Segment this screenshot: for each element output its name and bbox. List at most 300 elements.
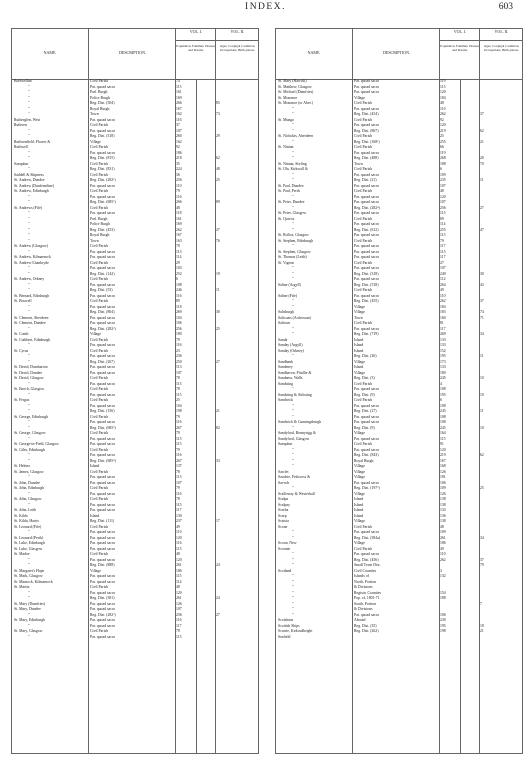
row-name: St. Andrew, Dundee [14, 178, 45, 182]
row-name: " [28, 194, 30, 199]
row-vol1-page: 154 [440, 590, 446, 595]
row-name: " [28, 112, 30, 116]
row-vol2-page: 43 [480, 282, 484, 287]
row-name: " [292, 150, 294, 155]
row-description: Civil Parish [354, 145, 373, 149]
row-description: Civil Parish [354, 288, 373, 292]
row-description: Par. quoad sacra [354, 436, 379, 441]
row-description: Town [90, 112, 99, 116]
row-name: St. Michael (Dumfries) [278, 90, 314, 94]
row-description: Par. quoad sacra [90, 117, 115, 122]
row-vol1-page: 107 [440, 266, 446, 270]
row-vol1-page: 78 [176, 244, 180, 248]
row-name: Scottish Ships [278, 623, 300, 628]
row-vol1-page: 120 [440, 123, 446, 127]
row-vol1-page: 79 [176, 337, 180, 342]
row-vol2-page: 11 [480, 178, 484, 182]
row-vol1-page: 219 [440, 128, 446, 133]
vol1-label: VOL. I. [453, 29, 467, 34]
row-description: Village [354, 95, 365, 100]
row-vol1-page: 108 [440, 420, 446, 424]
row-name: Sandyford, Glasgow [278, 436, 310, 441]
page-number: 603 [498, 2, 513, 12]
row-name: St. Kilda [14, 513, 28, 518]
row-vol1-page: 115 [176, 502, 182, 507]
row-description: Civil Parish [90, 337, 109, 342]
row-vol2-page: 10 [480, 376, 484, 380]
row-vol2-page: 10 [480, 425, 484, 430]
row-vol2-page: 70 [480, 161, 484, 166]
row-name: Saline (Fife) [278, 293, 298, 298]
row-name: Sandsting & Aithsting [278, 392, 312, 397]
row-description: Reg. Dist. (384a) [354, 535, 381, 540]
row-description: Par. quoad sacra [354, 530, 379, 534]
row-name: " [28, 106, 30, 111]
row-name: St. David, Glasgow [14, 376, 44, 380]
row-name: " [292, 612, 294, 617]
row-name: St. Andrew, Orkney [14, 277, 45, 281]
row-description: Island [354, 502, 364, 507]
row-vol1-page: 79 [176, 447, 180, 452]
row-description: Civil Parish [90, 145, 109, 149]
row-description: Village [354, 359, 365, 364]
row-vol1-page: 48 [440, 101, 444, 105]
row-name: Scoonie [278, 546, 291, 551]
row-name: " [28, 238, 30, 243]
row-vol1-page: 152 [440, 348, 446, 353]
row-description: Civil Parish [354, 442, 373, 446]
row-name: St. Andrews (Fife) [14, 205, 43, 210]
row-vol1-page: 110 [440, 552, 446, 556]
row-description: Civil Parish [90, 486, 109, 490]
row-vol1-page: 167 [176, 233, 182, 237]
row-vol1-page: 78 [176, 629, 180, 633]
row-description: Par. quoad sacra [90, 634, 115, 639]
row-description: Civil Parish [90, 205, 109, 210]
row-description: Par. quoad sacra [354, 106, 379, 111]
row-name: St. Clement, Dundee [14, 321, 46, 325]
row-name: " [28, 282, 30, 287]
row-name: " [28, 590, 30, 595]
row-description: Par. quoad sacra [90, 194, 115, 199]
row-name: " [292, 178, 294, 182]
row-description: Town [354, 161, 363, 166]
row-name: " [292, 409, 294, 413]
row-name: St. Matthew, Glasgow [278, 84, 312, 89]
row-description: Reg. Dist. (318) [354, 271, 379, 276]
row-description: Par. quoad sacra [90, 475, 115, 479]
row-description: Par. quoad sacra [354, 150, 379, 155]
row-description: Village [354, 431, 365, 435]
row-description: Par. quoad sacra [90, 150, 115, 155]
row-name: St. Andrew, Kilmarnock [14, 255, 51, 259]
row-vol2-page: 47 [480, 227, 484, 232]
row-vol1-page: 115 [176, 442, 182, 446]
row-vol1-page: 115 [440, 233, 446, 237]
row-description: Reg. Dist. (456) [354, 557, 379, 562]
row-description: Reg. Dist. (518) [354, 282, 379, 287]
row-name: St. Thomas (Leith) [278, 255, 307, 259]
row-vol1-page: 126 [440, 469, 446, 474]
row-description: Village [354, 541, 365, 545]
row-description: Reg. Dist. (685⁴) [90, 458, 116, 463]
row-description: Par. quoad sacra [354, 200, 379, 204]
row-description: Island [354, 343, 364, 347]
row-vol1-page: 108 [440, 414, 446, 419]
row-name: St. Ola, Kirkwall & [278, 167, 308, 171]
row-name: " [28, 381, 30, 386]
row-description: Civil Parish [354, 546, 373, 551]
row-vol1-page: 108 [440, 403, 446, 408]
row-description: Par. quoad sacra [90, 211, 115, 215]
row-vol1-page: 37 [176, 123, 180, 127]
row-vol2-page: 21 [480, 139, 484, 144]
row-vol2-page: 21 [480, 629, 484, 633]
row-name: " [292, 403, 294, 408]
row-vol2-page: 21 [216, 409, 220, 413]
row-vol1-page: 245 [440, 409, 446, 413]
row-vol1-page: 219 [440, 453, 446, 457]
row-name: " [28, 128, 30, 133]
row-description: Par. quoad sacra [354, 211, 379, 215]
row-description: Civil Parish [354, 101, 373, 105]
row-description: Par. quoad sacra [90, 249, 115, 254]
row-description: Par. quoad sacra [354, 552, 379, 556]
row-vol1-page: 89 [176, 299, 180, 303]
row-name: Scatsta [278, 519, 289, 523]
row-name: " [292, 557, 294, 562]
row-description: Abroad [354, 618, 366, 622]
row-vol1-page: 167 [176, 106, 182, 111]
row-description: Reg. Dist. (612) [354, 227, 379, 232]
row-description: Civil Parish [90, 161, 109, 166]
row-vol1-page: 110 [440, 293, 446, 298]
row-name: St. Mary (Dumfries) [14, 601, 46, 606]
row-name: Sandbank [278, 359, 293, 364]
row-description: Par. quoad sacra [90, 442, 115, 446]
row-vol1-page: 116 [176, 343, 182, 347]
row-name: St. Vigean [278, 260, 294, 265]
row-vol2-page: 73 [216, 112, 220, 116]
ages-header: VOL. II. Ages, Conjugal Condition, Occupations, Birth-places. [215, 29, 259, 79]
row-name: Scoon, New [278, 541, 297, 545]
row-name: Sanda [278, 337, 288, 342]
row-description: Par. quoad sacra [354, 403, 379, 408]
row-vol1-page: 188 [440, 161, 446, 166]
row-description: Par. quoad sacra [354, 233, 379, 237]
row-vol1-page: 107 [176, 128, 182, 133]
row-vol1-page: 110 [440, 106, 446, 111]
row-description: Reg. Dist. (804) [90, 310, 115, 314]
row-name: " [28, 304, 30, 309]
row-vol1-page: 48 [440, 189, 444, 193]
row-vol1-page: 120 [176, 557, 182, 562]
row-vol1-page: 160 [440, 315, 446, 320]
row-description: Par. quoad sacra [90, 321, 115, 325]
row-vol1-page: 48 [440, 524, 444, 529]
row-description: Town [90, 238, 99, 243]
row-name: St. Monance [278, 95, 298, 100]
row-description: Par. quoad sacra [90, 491, 115, 496]
row-description: Reg. Dist. (719) [354, 332, 379, 336]
row-name: St. Clement, Aberdeen [14, 315, 49, 320]
population-header: VOL. I. Population, Families, Houses, and Rooms. [439, 29, 480, 79]
row-description: Reg. Dist. (27) [354, 409, 377, 413]
row-vol1-page: 256 [176, 612, 182, 617]
row-vol1-page: 168 [440, 464, 446, 468]
row-name: " [28, 425, 30, 430]
row-vol2-page: 82 [216, 425, 220, 430]
row-name: " [292, 607, 294, 611]
row-vol1-page: 224 [176, 167, 182, 171]
row-vol1-page: 173 [440, 359, 446, 364]
row-name: St. Monance (or Aber.) [278, 101, 313, 105]
row-description: Par. quoad sacra [354, 420, 379, 424]
row-vol1-page: 25 [440, 134, 444, 138]
row-description: Par. quoad sacra [90, 453, 115, 457]
row-description: Reg. Dist. (262) [354, 629, 379, 633]
row-description: Civil Counties [354, 568, 377, 573]
row-name: " [28, 563, 30, 567]
row-name: St. Stephen, Edinburgh [278, 238, 314, 243]
row-description: Civil Parish [90, 524, 109, 529]
row-description: Par. quoad sacra [354, 387, 379, 391]
row-name: " [292, 601, 294, 606]
row-name: " [28, 211, 30, 215]
row-name: St. Giles, Edinburgh [14, 447, 45, 452]
row-name: Scone [278, 524, 288, 529]
row-description: Reg. Dist. (888) [90, 563, 115, 567]
row-vol1-page: 115 [176, 634, 182, 639]
index-rows [12, 79, 258, 753]
row-description: Par. quoad sacra [354, 414, 379, 419]
row-description: Royal Burgh [90, 233, 110, 237]
row-vol1-page: 110 [176, 530, 182, 534]
row-vol1-page: 117 [440, 244, 446, 248]
row-vol1-page: 106 [440, 612, 446, 617]
row-description: Island [354, 348, 364, 353]
row-description: Par. quoad sacra [90, 508, 115, 512]
row-description: Civil Parish [90, 244, 109, 248]
row-description: Pop. of, 1801-71 [354, 596, 380, 600]
row-name: St. Margaret's Hope [14, 568, 45, 573]
row-vol1-page: 108 [176, 282, 182, 287]
row-name: " [28, 271, 30, 276]
row-description: Par. quoad sacra [354, 123, 379, 127]
row-vol1-page: 186 [176, 568, 182, 573]
row-name: " [292, 277, 294, 281]
row-vol1-page: 119 [440, 150, 446, 155]
row-name: St. Cyrus [14, 348, 29, 353]
row-vol1-page: 49 [440, 546, 444, 551]
row-vol2-page: 79 [480, 563, 484, 567]
row-description: Civil Parish [90, 172, 109, 177]
row-description: Par. quoad sacra [90, 282, 115, 287]
row-name: Salisburgh [278, 310, 295, 314]
row-vol1-page: 79 [176, 414, 180, 419]
column-headers [12, 29, 258, 80]
row-name: " [292, 299, 294, 303]
row-vol1-page: 6 [440, 167, 442, 171]
row-name: Scalloway & Westerhall [278, 491, 315, 496]
row-vol1-page: 115 [176, 475, 182, 479]
row-description: Par. quoad sacra [354, 84, 379, 89]
row-description: & Divisions [354, 585, 373, 589]
row-vol1-page: 269 [440, 332, 446, 336]
row-description: Par. quoad sacra [90, 546, 115, 551]
row-vol2-page: 33 [216, 458, 220, 463]
row-vol1-page: 136 [440, 513, 446, 518]
row-vol1-page: 115 [176, 392, 182, 397]
row-name: " [292, 222, 294, 226]
row-name: St. Leonard (Perth) [14, 535, 44, 540]
row-vol1-page: 235 [440, 178, 446, 182]
row-name: Saline (Argyll) [278, 282, 301, 287]
row-name: " [292, 464, 294, 468]
row-vol1-page: 138 [440, 502, 446, 507]
row-vol1-page: 115 [176, 84, 182, 89]
row-name: Sanday (Argyll) [278, 343, 303, 347]
row-description: Civil Parish [354, 117, 373, 122]
row-description: Par. quoad sacra [354, 249, 379, 254]
vol2-label: VOL. II. [494, 29, 509, 34]
row-name: " [28, 326, 30, 331]
row-name: " [292, 563, 294, 567]
row-vol1-page: 79 [176, 431, 180, 435]
row-name: St. Cuthbert, Edinburgh [14, 337, 51, 342]
row-name: " [292, 271, 294, 276]
row-vol1-page: 114 [176, 579, 182, 584]
row-description: Reg. Dist. (453) [90, 227, 115, 232]
row-name: " [292, 326, 294, 331]
row-name: St. Luke, Glasgow [14, 546, 43, 551]
row-name: " [28, 359, 30, 364]
row-description: Par. quoad sacra [354, 293, 379, 298]
row-name: " [292, 354, 294, 358]
index-table-right [275, 28, 523, 754]
row-description: Par. quoad sacra [354, 194, 379, 199]
row-description: South, Portion [354, 601, 376, 606]
row-description: Reg. Dist. (318) [90, 134, 115, 138]
row-vol1-page: 92 [176, 145, 180, 149]
row-vol1-page: 66 [440, 145, 444, 149]
row-vol2-page: 89 [216, 200, 220, 204]
row-vol1-page: 137 [176, 464, 182, 468]
row-name: Sanday (Orkney) [278, 348, 305, 353]
row-name: " [28, 167, 30, 171]
row-name: Sandsting [278, 381, 293, 386]
row-vol1-page: 116 [176, 453, 182, 457]
row-description: Civil Parish [90, 299, 109, 303]
row-name: " [292, 535, 294, 540]
row-name: " [28, 233, 30, 237]
row-vol1-page: 107 [176, 607, 182, 611]
row-vol1-page: 48 [176, 585, 180, 589]
row-vol1-page: 116 [176, 420, 182, 424]
row-vol2-page: 30 [480, 271, 484, 276]
row-vol1-page: 79 [176, 189, 180, 193]
row-vol1-page: 115 [176, 436, 182, 441]
row-vol1-page: 267 [176, 425, 182, 430]
row-vol1-page: 108 [440, 387, 446, 391]
row-name: Sandyford, Bonnyrigg & [278, 431, 316, 435]
row-name: " [292, 585, 294, 589]
row-description: North, Portion [354, 579, 376, 584]
row-description: Civil Parish [90, 629, 109, 633]
row-description: Civil Parish [354, 134, 373, 138]
row-name: Saltcoats (Ardrossan) [278, 315, 311, 320]
row-description: Civil Parish [354, 167, 373, 171]
row-name: " [292, 552, 294, 556]
row-name: " [292, 486, 294, 490]
row-description: Reg. Dist. (35) [354, 623, 377, 628]
row-vol1-page: 107 [176, 480, 182, 485]
row-description: Par. quoad sacra [90, 530, 115, 534]
row-vol1-page: 114 [440, 222, 446, 226]
row-vol1-page: 27 [440, 260, 444, 265]
row-description: Reg. Dist. (504) [90, 101, 115, 105]
row-description: Par. quoad sacra [90, 266, 115, 270]
row-name: " [292, 304, 294, 309]
row-name: Sandness, Walls [278, 376, 303, 380]
row-vol1-page: 268 [440, 156, 446, 160]
row-name: " [28, 475, 30, 479]
row-vol1-page: 119 [440, 79, 446, 83]
row-vol1-page: 237 [176, 519, 182, 523]
row-description: Reg. Dist. (282¹) [90, 178, 116, 182]
row-name: " [292, 156, 294, 160]
row-description: Village [354, 310, 365, 314]
row-vol1-page: 117 [176, 508, 182, 512]
row-name: Sandeney [278, 365, 293, 369]
row-vol1-page: 186 [176, 150, 182, 155]
row-vol1-page: 184 [440, 95, 446, 100]
row-vol1-page: 269 [176, 310, 182, 314]
row-name: " [28, 436, 30, 441]
row-vol1-page: 169 [176, 95, 182, 100]
row-name: " [28, 101, 30, 105]
row-name: " [292, 106, 294, 111]
row-description: Reg. Dist. (282⁴) [354, 205, 380, 210]
row-vol1-page: 113 [176, 365, 182, 369]
row-name: " [292, 139, 294, 144]
row-vol1-page: 115 [176, 574, 182, 578]
row-vol1-page: 167 [440, 458, 446, 463]
row-name: St. Rollox, Glasgow [278, 233, 309, 237]
row-vol1-page: 218 [176, 156, 182, 160]
row-description: Reg. Dist. (197²) [354, 486, 380, 490]
row-description: Par. quoad sacra [90, 354, 115, 358]
row-name: St. John, Edinburgh [14, 486, 45, 490]
row-name: " [28, 288, 30, 292]
row-description: Island [90, 464, 100, 468]
row-description: Registn. Counties [354, 590, 382, 595]
row-vol1-page: 181 [440, 475, 446, 479]
row-vol1-page: 115 [440, 436, 446, 441]
row-description: Village [354, 370, 365, 375]
row-name: St. Paul, Perth [278, 189, 300, 193]
row-description: Civil Parish [90, 552, 109, 556]
row-vol1-page: 116 [176, 293, 182, 298]
row-vol1-page: 117 [176, 623, 182, 628]
row-vol1-page: 6 [440, 398, 442, 402]
row-description: Par. quoad sacra [90, 607, 115, 611]
row-name: Scarp [278, 513, 287, 518]
row-vol1-page: 112 [440, 277, 446, 281]
row-vol2-page: 7 [480, 601, 482, 606]
row-name: St. Andrew-Lhanbryde [14, 260, 49, 265]
row-name: " [292, 205, 294, 210]
